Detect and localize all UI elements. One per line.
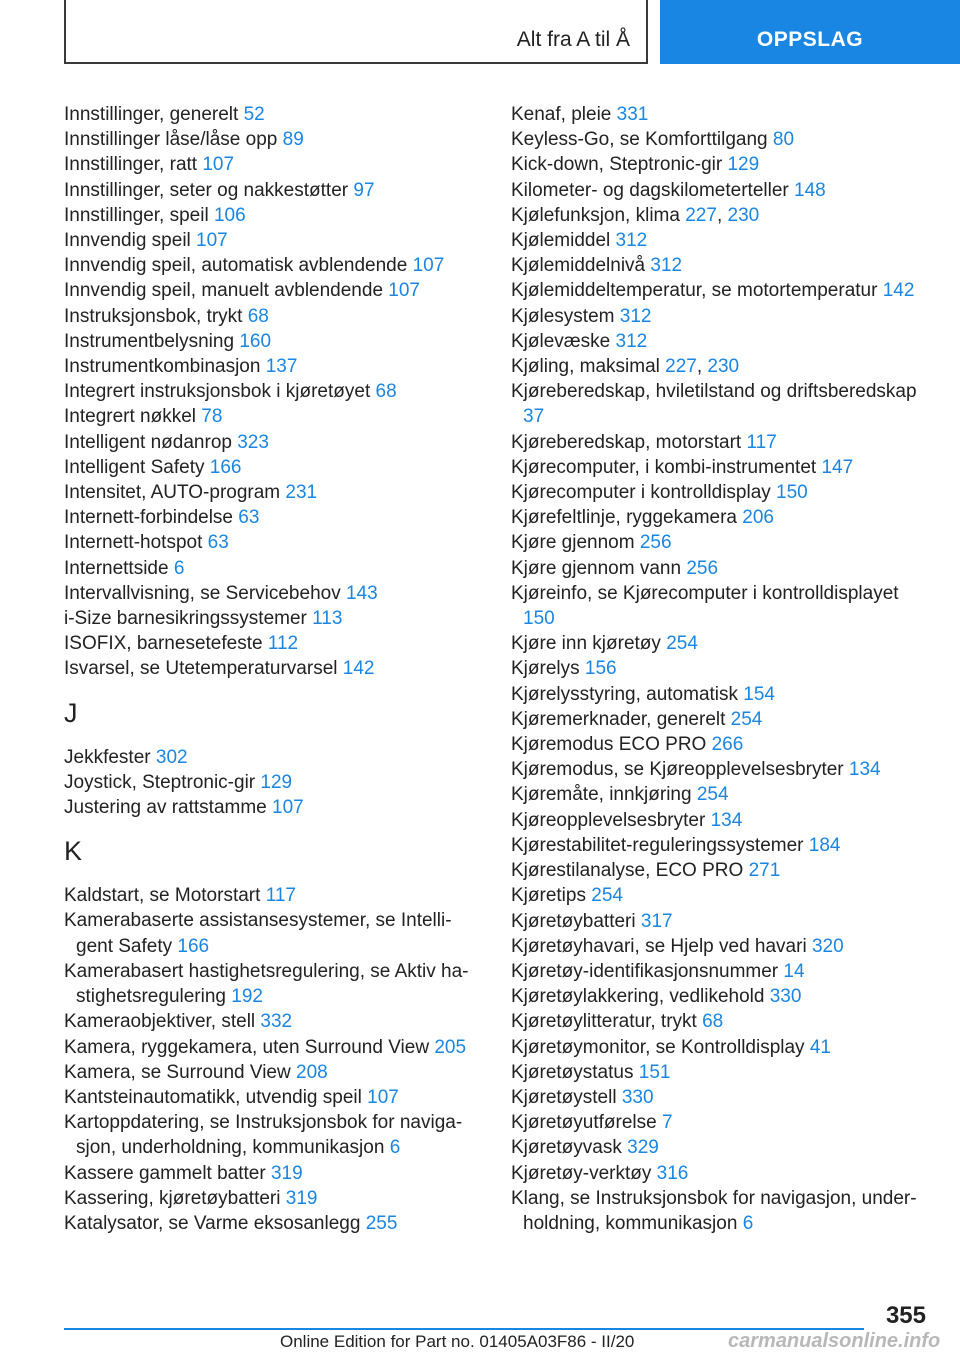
index-entry — [64, 908, 474, 958]
page-link[interactable]: 266 — [711, 734, 744, 756]
page-link[interactable]: 107 — [196, 230, 228, 252]
section-letter: K — [64, 836, 83, 867]
index-entry-text: Kjølemiddelnivå — [511, 255, 651, 277]
index-entry — [511, 354, 931, 379]
index-entry-text: Kantsteinautomatikk, utvendig speil — [64, 1086, 368, 1108]
index-entry-text: Kjøretøy-identifikasjonsnummer — [511, 960, 784, 982]
page-link[interactable]: 106 — [213, 204, 246, 226]
index-entry — [64, 329, 474, 354]
index-entry-text: Kjøretøylakkering, vedlikehold — [511, 986, 770, 1008]
page-link[interactable]: 166 — [177, 935, 210, 957]
page-link[interactable]: 323 — [237, 431, 269, 453]
page-link[interactable]: 256 — [686, 557, 719, 579]
page-link[interactable]: 112 — [267, 633, 299, 655]
index-entry-text: Integrert nøkkel — [64, 406, 202, 428]
index-entry-text: Jekkfester — [64, 746, 156, 768]
section-letter: J — [64, 697, 78, 728]
page-link[interactable]: 107 — [272, 797, 304, 819]
index-entry-text: Kjøreberedskap, hviletilstand og driftsberedskap — [511, 381, 917, 403]
page-link[interactable]: 41 — [809, 1036, 831, 1058]
index-entry — [64, 430, 474, 455]
page-link[interactable]: 320 — [811, 935, 844, 957]
index-entry-text: Internett-forbindelse — [64, 507, 239, 529]
index-entry-text: Innstillinger, ratt — [64, 154, 203, 176]
index-entry — [64, 480, 474, 505]
index-entry — [64, 455, 474, 480]
page-link[interactable]: 156 — [584, 658, 617, 680]
index-entry — [511, 782, 931, 807]
index-entry-text: Kamera, se Surround View — [64, 1061, 296, 1083]
index-entry-text: Kjørecomputer, i kombi-instrumentet — [511, 456, 822, 478]
page-link[interactable]: 254 — [696, 784, 729, 806]
page-link[interactable]: 6 — [173, 557, 185, 579]
index-entry-text: Kassere gammelt batter — [64, 1162, 271, 1184]
index-entry — [64, 959, 474, 1009]
index-entry-text: Kjørestabilitet-reguleringssystemer — [511, 834, 809, 856]
index-entry-text: Kjøretips — [511, 885, 592, 907]
index-entry-text: Kjøremerknader, generelt — [511, 708, 731, 730]
index-entry — [64, 1211, 474, 1236]
index-entry-text: Isvarsel, se Utetemperaturvarsel — [64, 658, 343, 680]
page-link[interactable]: 254 — [591, 885, 623, 907]
page-link[interactable]: 14 — [783, 960, 805, 982]
index-entry — [64, 228, 474, 253]
edition-text: Online Edition for Part no. 01405A03F86 - II/20 — [280, 1332, 635, 1351]
page-link[interactable]: 312 — [615, 330, 648, 352]
index-entry-text: Instruksjonsbok, trykt — [64, 305, 248, 327]
index-entry-text: Kjøre gjennom — [511, 532, 640, 554]
index-entry-text: Kjøreopplevelsesbryter — [511, 809, 711, 831]
page-link[interactable]: 107 — [388, 280, 420, 302]
index-entry-text: Internettside — [64, 557, 174, 579]
index-entry — [511, 732, 931, 757]
index-entry-text: Kjølefunksjon, klima — [511, 204, 686, 226]
index-entry-text: Innstillinger, seter og nakkestøtter — [64, 179, 354, 201]
index-entry — [511, 631, 931, 656]
index-entry — [64, 178, 474, 203]
index-entry — [511, 178, 931, 203]
index-entry-text: Kjølemiddeltemperatur, se motortemperatur — [511, 280, 883, 302]
index-entry — [511, 203, 931, 228]
index-entry — [64, 556, 474, 581]
index-entry — [511, 1035, 931, 1060]
index-entry-text: Kjøretøyhavari, se Hjelp ved havari — [511, 935, 812, 957]
index-entry-text: Kjørelysstyring, automatisk — [511, 683, 744, 705]
page-link[interactable]: 148 — [794, 179, 826, 201]
page-link[interactable]: 271 — [748, 860, 781, 882]
index-entry-text: Kjølevæske — [511, 330, 616, 352]
index-entry — [511, 127, 931, 152]
page-link[interactable]: 329 — [627, 1137, 659, 1159]
index-entry — [64, 530, 474, 555]
index-entry — [64, 1110, 474, 1160]
page-link[interactable]: 68 — [702, 1011, 724, 1033]
index-entry-text: Kjøretøylitteratur, trykt — [511, 1011, 703, 1033]
page-link[interactable]: 129 — [727, 154, 760, 176]
index-entry-text: Kjøremodus, se Kjøreopplevelsesbryter — [511, 759, 849, 781]
index-entry — [511, 1110, 931, 1135]
index-entry — [511, 505, 931, 530]
page-link[interactable]: 150 — [523, 608, 555, 630]
index-entry-text: Kick-down, Steptronic-gir — [511, 154, 728, 176]
index-entry — [511, 253, 931, 278]
page-link[interactable]: 68 — [375, 381, 397, 403]
index-entry — [64, 1085, 474, 1110]
page-link[interactable]: 330 — [769, 986, 802, 1008]
tab-oppslag[interactable] — [660, 0, 960, 64]
index-entry-text: Innstillinger, speil — [64, 204, 214, 226]
index-entry-text: Kjørecomputer i kontrolldisplay — [511, 482, 777, 504]
page-link[interactable]: 319 — [285, 1187, 318, 1209]
index-entry — [511, 480, 931, 505]
page-link[interactable]: 312 — [619, 305, 652, 327]
index-entry — [64, 606, 474, 631]
index-entry — [64, 1161, 474, 1186]
index-entry — [511, 530, 931, 555]
index-entry-text: Kjøretøystell — [511, 1086, 622, 1108]
page-link[interactable]: 205 — [434, 1036, 467, 1058]
index-entry — [511, 984, 931, 1009]
index-entry — [64, 745, 474, 770]
page-link[interactable]: 230 — [727, 204, 760, 226]
page-link[interactable]: 254 — [730, 708, 763, 730]
page-link[interactable]: 63 — [238, 507, 260, 529]
index-entry-text: Innstillinger låse/låse opp — [64, 129, 283, 151]
page-link[interactable]: 227 — [685, 204, 717, 226]
index-entry — [511, 656, 931, 681]
index-entry-text: Intelligent Safety — [64, 456, 210, 478]
page-link[interactable]: 80 — [772, 129, 795, 151]
page-link[interactable]: 312 — [615, 230, 648, 252]
header-section-box — [64, 0, 648, 64]
page-link[interactable]: 143 — [345, 582, 378, 604]
page-link[interactable]: 331 — [616, 104, 649, 125]
page-link[interactable]: 68 — [247, 305, 269, 327]
index-entry-text: Klang, se Instruksjonsbok for navigasjon, underholdning, kommunikasjon — [511, 1187, 917, 1234]
index-entry — [64, 152, 474, 177]
page-link[interactable]: 255 — [365, 1212, 398, 1234]
page-link[interactable]: 192 — [231, 986, 263, 1008]
index-entry-text: Keyless-Go, se Komforttilgang — [511, 129, 773, 151]
index-entry-text: Innstillinger, generelt — [64, 104, 244, 125]
index-entry-text: Kaldstart, se Motorstart — [64, 885, 266, 907]
index-entry — [64, 770, 474, 795]
index-entry-text: Kjøling, maksimal — [511, 356, 666, 378]
page-link[interactable]: 97 — [353, 179, 375, 201]
index-entry — [511, 152, 931, 177]
index-entry — [511, 757, 931, 782]
index-entry-text: Instrumentbelysning — [64, 330, 240, 352]
page-link[interactable]: 316 — [656, 1162, 689, 1184]
page-link[interactable]: 151 — [638, 1061, 671, 1083]
index-entry — [64, 631, 474, 656]
page-link[interactable]: 63 — [207, 532, 229, 554]
index-entry — [511, 379, 931, 429]
page-link[interactable]: 6 — [389, 1137, 401, 1159]
index-entry-text: Justering av rattstamme — [64, 797, 273, 819]
page-link[interactable]: 78 — [201, 406, 223, 428]
page-link[interactable]: 113 — [312, 608, 343, 630]
page-link[interactable]: 107 — [202, 154, 235, 176]
page-link[interactable]: 332 — [260, 1011, 293, 1033]
index-entry-text: Kjøremodus ECO PRO — [511, 734, 712, 756]
index-entry-text: Kjørestilanalyse, ECO PRO — [511, 860, 749, 882]
index-entry-text: Kjøremåte, innkjøring — [511, 784, 697, 806]
page-link[interactable]: 150 — [776, 482, 808, 504]
watermark-logo: carmanualsonline.info — [728, 1330, 941, 1352]
index-entry — [511, 329, 931, 354]
page-separator: , — [696, 356, 708, 378]
index-entry-text: Joystick, Steptronic-gir — [64, 771, 261, 793]
index-entry — [511, 959, 931, 984]
index-entry-text: Kjøre inn kjøretøy — [511, 633, 667, 655]
page-link[interactable]: 89 — [282, 129, 304, 151]
index-entry — [511, 1161, 931, 1186]
page-link[interactable]: 184 — [808, 834, 841, 856]
index-entry-text: Katalysator, se Varme eksosanlegg — [64, 1212, 366, 1234]
index-entry-text: Kjøretøyutførelse — [511, 1112, 662, 1134]
index-entry — [64, 354, 474, 379]
index-entry-text: Kenaf, pleie — [511, 104, 617, 125]
index-entry-text: Kjøretøybatteri — [511, 910, 641, 932]
index-entry — [511, 707, 931, 732]
page-link[interactable]: 312 — [650, 255, 683, 277]
index-entry — [511, 278, 931, 303]
index-entry — [64, 203, 474, 228]
index-entry — [511, 934, 931, 959]
page-link[interactable]: 166 — [209, 456, 242, 478]
index-entry — [511, 102, 931, 127]
index-entry — [64, 253, 474, 278]
index-entry-text: Kjøre gjennom vann — [511, 557, 687, 579]
page-link[interactable]: 107 — [412, 255, 445, 277]
page-link[interactable]: 37 — [523, 406, 545, 428]
index-entry — [511, 1186, 931, 1236]
index-entry-text: Instrumentkombinasjon — [64, 356, 266, 378]
index-entry — [64, 102, 474, 127]
index-entry-text: Intensitet, AUTO-program — [64, 482, 286, 504]
index-entry — [64, 795, 474, 820]
index-entry — [511, 430, 931, 455]
page-link[interactable]: 231 — [285, 482, 318, 504]
index-entry — [511, 909, 931, 934]
index-entry-text: Kamera, ryggekamera, uten Surround View — [64, 1036, 435, 1058]
page-link[interactable]: 142 — [342, 658, 375, 680]
index-entry — [64, 304, 474, 329]
index-entry-text: Kameraobjektiver, stell — [64, 1011, 261, 1033]
index-entry — [64, 1186, 474, 1211]
index-entry — [511, 1135, 931, 1160]
page-link[interactable]: 256 — [639, 532, 672, 554]
index-entry-text: Innvendig speil, automatisk avblendende — [64, 255, 413, 277]
page-link[interactable]: 302 — [155, 746, 188, 768]
index-entry — [511, 858, 931, 883]
page-separator: , — [716, 204, 728, 226]
index-entry — [511, 1009, 931, 1034]
index-entry-text: i-Size barnesikringssystemer — [64, 608, 313, 630]
tab-oppslag-label: OPPSLAG — [756, 28, 864, 51]
page-link[interactable]: 206 — [742, 507, 774, 529]
index-entry-text: ISOFIX, barnesetefeste — [64, 633, 268, 655]
index-entry-text: Kamerabasert hastighetsregulering, se Aktiv hastighetsregulering — [64, 960, 469, 1008]
page-link[interactable]: 107 — [367, 1086, 399, 1108]
page-link[interactable]: 147 — [821, 456, 854, 478]
index-entry — [64, 883, 474, 908]
index-entry — [64, 1009, 474, 1034]
index-entry-text: Internett-hotspot — [64, 532, 208, 554]
index-entry-text: Kjøreinfo, se Kjørecomputer i kontrolldisplayet — [511, 582, 899, 604]
index-entry — [64, 581, 474, 606]
page-link[interactable]: 254 — [666, 633, 698, 655]
index-entry-text: Kjørelys — [511, 658, 585, 680]
index-entry — [511, 833, 931, 858]
index-entry-text: Innvendig speil — [64, 230, 197, 252]
index-entry — [511, 1060, 931, 1085]
index-entry — [64, 656, 474, 681]
index-entry — [64, 278, 474, 303]
section-title: Alt fra A til Å — [516, 28, 630, 51]
page-link[interactable]: 129 — [260, 771, 293, 793]
index-entry — [64, 505, 474, 530]
index-entry-text: Kjøretøyvask — [511, 1137, 628, 1159]
index-entry-text: Kamerabaserte assistansesystemer, se Intelligent Safety — [64, 910, 452, 957]
page-link[interactable]: 142 — [882, 280, 915, 302]
page-link[interactable]: 117 — [746, 431, 777, 453]
page-link[interactable]: 154 — [743, 683, 775, 705]
index-entry-text: Kjøreberedskap, motorstart — [511, 431, 747, 453]
page-link[interactable]: 6 — [742, 1212, 754, 1234]
index-entry — [511, 455, 931, 480]
index-entry-text: Innvendig speil, manuelt avblendende — [64, 280, 389, 302]
index-entry-text: Integrert instruksjonsbok i kjøretøyet — [64, 381, 376, 403]
index-entry-text: Kartoppdatering, se Instruksjonsbok for navigasjon, underholdning, kommunikasjon — [64, 1112, 463, 1159]
page-link[interactable]: 317 — [640, 910, 673, 932]
index-entry-text: Kjøretøy-verktøy — [511, 1162, 657, 1184]
index-entry-text: Kjøretøystatus — [511, 1061, 639, 1083]
page-link[interactable]: 160 — [239, 330, 272, 352]
page-link[interactable]: 319 — [270, 1162, 303, 1184]
page-link[interactable]: 227 — [665, 356, 697, 378]
page-link[interactable]: 117 — [265, 885, 296, 907]
page-link[interactable]: 330 — [621, 1086, 654, 1108]
index-entry — [64, 127, 474, 152]
index-entry — [511, 556, 931, 581]
index-entry-text: Kjørefeltlinje, ryggekamera — [511, 507, 743, 529]
page-link[interactable]: 137 — [265, 356, 298, 378]
page-link[interactable]: 230 — [707, 356, 740, 378]
index-entry — [64, 1060, 474, 1085]
page-link[interactable]: 134 — [710, 809, 743, 831]
index-entry — [64, 1035, 474, 1060]
page-number: 355 — [885, 1302, 926, 1329]
page-link[interactable]: 52 — [243, 104, 265, 125]
index-entry — [511, 304, 931, 329]
page-link[interactable]: 208 — [296, 1061, 328, 1083]
index-entry-text: Kilometer- og dagskilometerteller — [511, 179, 795, 201]
index-entry — [64, 379, 474, 404]
page-link[interactable]: 134 — [848, 759, 881, 781]
index-entry — [511, 228, 931, 253]
index-column-right — [511, 102, 931, 1236]
index-entry — [511, 883, 931, 908]
index-entry — [64, 404, 474, 429]
index-column-left — [64, 102, 474, 1236]
page-link[interactable]: 7 — [661, 1112, 673, 1134]
index-entry — [511, 808, 931, 833]
index-entry — [511, 581, 931, 631]
index-entry-text: Intervallvisning, se Servicebehov — [64, 582, 346, 604]
index-entry-text: Kjøretøymonitor, se Kontrolldisplay — [511, 1036, 810, 1058]
index-entry — [511, 1085, 931, 1110]
index-entry-text: Kassering, kjøretøybatteri — [64, 1187, 286, 1209]
index-entry-text: Kjølemiddel — [511, 230, 616, 252]
index-entry — [511, 682, 931, 707]
index-entry-text: Intelligent nødanrop — [64, 431, 238, 453]
index-entry-text: Kjølesystem — [511, 305, 620, 327]
